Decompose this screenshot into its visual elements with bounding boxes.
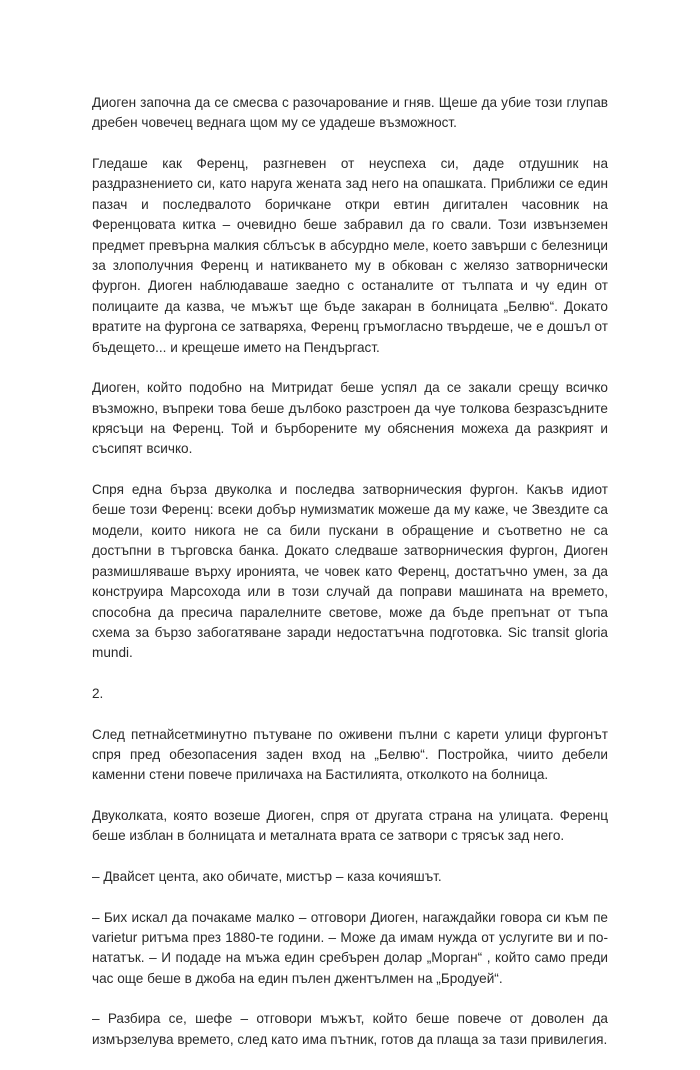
paragraph-7: – Двайсет цента, ако обичате, мистър – каза кочияшът. <box>92 868 442 884</box>
paragraph-4: Спря една бърза двуколка и последва затворническия фургон. Какъв идиот беше този Ференц: всеки добър нумизматик можеше да му каже, че Звездите са модели, които никога не са били пускани в обращение и съответно не са достъпни в търговска банка. Докато следваше затворническия фургон, Диоген размишляваше върху иронията, че човек като Ференц, достатъчно умен, за да конструира Марсохода или в този случай да поправи машината на времето, способна да пресича паралелните светове, може да бъде препънат от тъпа схема за бързо забогатяване заради недостатъчна подготовка. Sic transit gloria mundi. <box>92 482 608 661</box>
paragraph-8: – Бих искал да почакаме малко – отговори Диоген, нагаждайки говора си към пе varietur ритъма през 1880-те години. – Може да имам нужда от услугите ви и по-нататък. – И подаде на мъжа един сребърен долар „Морган“ , който само преди час още беше в джоба на един пълен джентълмен на „Бродуей“. <box>92 909 608 986</box>
paragraph-2: Гледаше как Ференц, разгневен от неуспеха си, даде отдушник на раздразнението си, като наруга жената зад него на опашката. Приближи се един пазач и последвалото боричкане откри евтин дигитален часовник на Ференцовата китка – очевидно беше забравил да го свали. Този извънземен предмет превърна малкия сблъсък в абсурдно меле, което завърши с белезници за злополучния Ференц и натикването му в обкован с желязо затворнически фургон. Диоген наблюдаваше заедно с останалите от тълпата и чу един от полицаите да казва, че мъжът ще бъде закаран в болницата „Белвю“. Докато вратите на фургона се затваряха, Ференц гръмогласно твърдеше, че е дошъл от бъдещето... и крещеше името на Пендъргаст. <box>92 156 608 355</box>
paragraph-3: Диоген, който подобно на Митридат беше успял да се закали срещу всичко възможно, въпреки това беше дълбоко разстроен да чуе толкова безразсъдните крясъци на Ференц. Той и бърборените му обяснения можеха да разкрият и съсипят всичко. <box>92 380 608 457</box>
paragraph-6: Двуколката, която возеше Диоген, спря от другата страна на улицата. Ференц беше изблан в болницата и металната врата се затвори с трясък зад него. <box>92 807 608 844</box>
paragraph-5: След петнайсетминутно пътуване по оживени пълни с карети улици фургонът спря пред обезопасения заден вход на „Белвю“. Постройка, чиито дебели каменни стени повече приличаха на Бастилията, отколкото на болница. <box>92 726 608 783</box>
paragraph-9: – Разбира се, шефе – отговори мъжът, който беше повече от доволен да измързелува времето, след като има пътник, готов да плаща за тази привилегия. <box>92 1011 608 1047</box>
document-page <box>92 93 608 1070</box>
paragraph-1: Диоген започна да се смесва с разочарование и гняв. Щеше да убие този глупав дребен човечец веднага щом му се удадеше възможност. <box>92 95 608 131</box>
section-number: 2. <box>92 685 104 701</box>
